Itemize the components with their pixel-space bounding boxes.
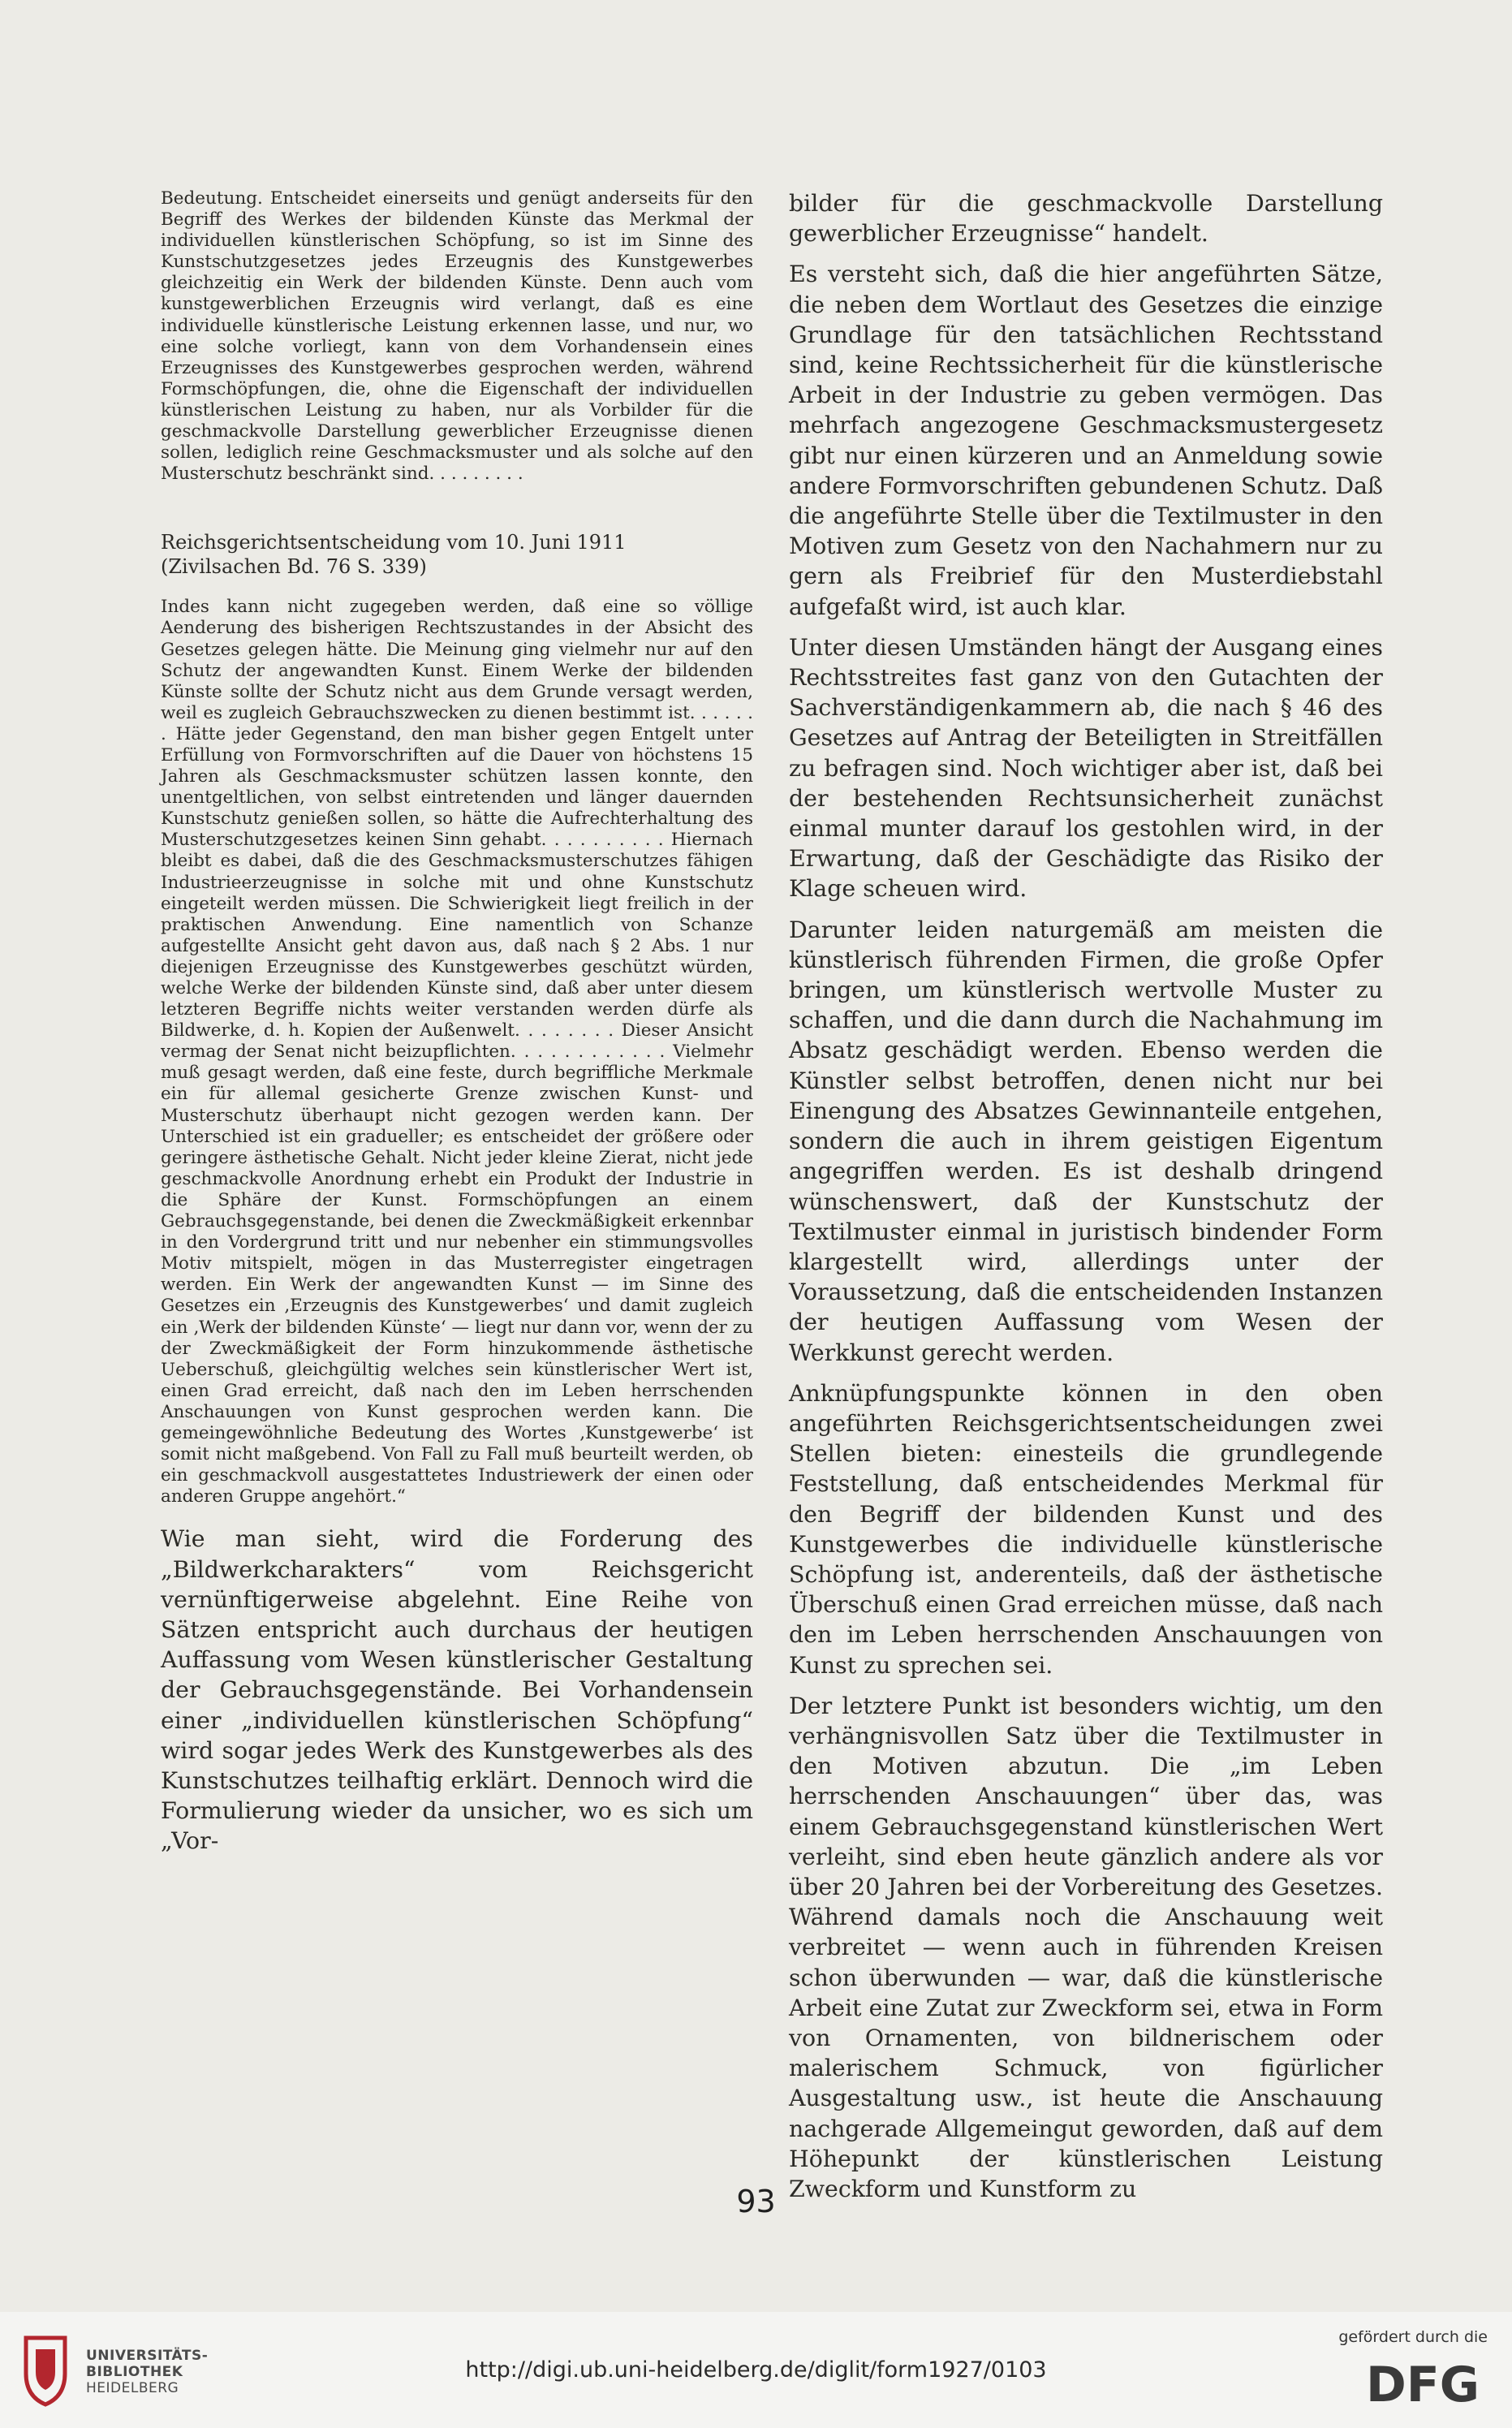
left-body-paragraph: Wie man sieht, wird die Forderung des „Bildwerkcharakters“ vom Reichsgericht vernünftigerweise abgelehnt. Eine Reihe von Sätzen entspricht auch durchaus der heutigen Auffassung vom Wesen künstlerischer Gestaltung der Gebrauchsgegenstände. Bei Vorhandensein einer „individuellen künstlerischen Schöpfung“ wird sogar jedes Werk des Kunstgewerbes als des Kunstschutzes teilhaftig erklärt. Dennoch wird die Formulierung wieder da unsicher, wo es sich um „Vor-: [161, 1525, 753, 1855]
left-quote-paragraph-2: Indes kann nicht zugegeben werden, daß eine so völlige Aenderung des bisherigen Rechtszustandes in der Absicht des Gesetzes gelegen hätte. Die Meinung ging vielmehr nur auf den Schutz der angewandten Kunst. Einem Werke der bildenden Künste sollte der Schutz nicht aus dem Grunde versagt werden, weil es zugleich Gebrauchszwecken zu dienen bestimmt ist. . . . . . . Hätte jeder Gegenstand, den man bisher gegen Entgelt unter Erfüllung von Formvorschriften auf die Dauer von höchstens 15 Jahren als Geschmacksmuster schützen lassen konnte, den unentgeltlichen, von selbst eintretenden und länger dauernden Kunstschutz genießen sollen, so hätte die Aufrechterhaltung des Musterschutzgesetzes keinen Sinn gehabt. . . . . . . . . . Hiernach bleibt es dabei, daß die des Geschmacksmusterschutzes fähigen Industrieerzeugnisse in solche mit und ohne Kunstschutz eingeteilt werden müssen. Die Schwierigkeit liegt freilich in der praktischen Anwendung. Eine namentlich von Schanze aufgestellte Ansicht geht davon aus, daß nach § 2 Abs. 1 nur diejenigen Erzeugnisse des Kunstgewerbes geschützt würden, welche Werke der bildenden Künste sind, daß aber unter diesem letzteren Begriffe nichts weiter verstanden werden dürfe als Bildwerke, d. h. Kopien der Außenwelt. . . . . . . . Dieser Ansicht vermag der Senat nicht beizupflichten. . . . . . . . . . . . Vielmehr muß gesagt werden, daß eine feste, durch begriffliche Merkmale ein für allemal gesicherte Grenze zwischen Kunst- und Musterschutz überhaupt nicht gezogen werden kann. Der Unterschied ist ein gradueller; es entscheidet der größere oder geringere ästhetische Gehalt. Nicht jeder kleine Zierat, nicht jede geschmackvolle Anordnung erhebt ein Produkt der Industrie in die Sphäre der Kunst. Formschöpfungen an einem Gebrauchsgegenstande, bei denen die Zweckmäßigkeit erkennbar in den Vordergrund tritt und nur nebenher ein stimmungsvolles Motiv mitspielt, mögen in das Musterregister eingetragen werden. Ein Werk der angewandten Kunst — im Sinne des Gesetzes ein ‚Erzeugnis des Kunstgewerbes‘ und damit zugleich ein ‚Werk der bildenden Künste‘ — liegt nur dann vor, wenn der zu der Zweckmäßigkeit der Form hinzukommende ästhetische Ueberschuß, gleichgültig welches sein künstlerischer Wert ist, einen Grad erreicht, daß nach den im Leben herrschenden Anschauungen von Kunst gesprochen werden kann. Die gemeingewöhnliche Bedeutung des Wortes ‚Kunstgewerbe‘ ist somit nicht maßgebend. Von Fall zu Fall muß beurteilt werden, ob ein geschmackvoll ausgestattetes Industriewerk der einen oder anderen Gruppe angehört.“: [161, 597, 753, 1507]
citation-line-1: Reichsgerichtsentscheidung vom 10. Juni 1911: [161, 531, 627, 554]
right-paragraph-6: Der letztere Punkt ist besonders wichtig, um den verhängnisvollen Satz über die Textilmuster in den Motiven abzutun. Die „im Leben herrschenden Anschauungen“ über das, was einem Gebrauchsgegenstand künstlerischen Wert verleiht, sind eben heute gänzlich andere als vor über 20 Jahren bei der Vorbereitung des Gesetzes. Während damals noch die Anschauung weit verbreitet — wenn auch in führenden Kreisen schon überwunden — war, daß die künstlerische Arbeit eine Zutat zur Zweckform sei, etwa in Form von Ornamenten, von bildnerischem oder malerischem Schmuck, von figürlicher Ausgestaltung usw., ist heute die Anschauung nachgerade Allgemeingut geworden, daß auf dem Höhepunkt der künstlerischen Leistung Zweckform und Kunstform zu: [789, 1692, 1383, 2202]
citation: [161, 530, 753, 579]
citation-line-2: (Zivilsachen Bd. 76 S. 339): [161, 555, 427, 579]
sponsor-label: gefördert durch die: [1338, 2328, 1488, 2346]
right-paragraph-5: Anknüpfungspunkte können in den oben angeführten Reichsgerichtsentscheidungen zwei Stellen bieten: einesteils die grundlegende Feststellung, daß entscheidendes Merkmal für den Begriff der bildenden Kunst und des Kunstgewerbes die individuelle künstlerische Schöpfung ist, anderenteils, daß der ästhetische Überschuß einen Grad erreichen müsse, daß nach den im Leben herrschenden Anschauungen von Kunst zu sprechen sei.: [789, 1379, 1383, 1679]
right-paragraph-1: bilder für die geschmackvolle Darstellung gewerblicher Erzeugnisse“ handelt.: [789, 190, 1383, 248]
dfg-logo-icon: [1366, 2357, 1488, 2408]
page-number: 93: [736, 2184, 776, 2219]
right-column: [789, 188, 1383, 2215]
institution-line-3: HEIDELBERG: [86, 2380, 179, 2396]
institution-line-2: BIBLIOTHEK: [86, 2364, 183, 2380]
right-paragraph-3: Unter diesen Umständen hängt der Ausgang eines Rechtsstreites fast ganz von den Gutachten der Sachverständigenkammern ab, die nach § 46 des Gesetzes auf Antrag der Beteiligten in Streitfällen zu befragen sind. Noch wichtiger aber ist, daß bei der bestehenden Rechtsunsicherheit zunächst einmal munter darauf los gestohlen wird, in der Erwartung, daß der Geschädigte das Risiko der Klage scheuen wird.: [789, 633, 1383, 903]
left-quote-paragraph-1: Bedeutung. Entscheidet einerseits und genügt anderseits für den Begriff des Werkes der bildenden Künste das Merkmal der individuellen künstlerischen Schöpfung, so ist im Sinne des Kunstschutzgesetzes jedes Erzeugnis des Kunstgewerbes gleichzeitig ein Werk der bildenden Künste. Denn auch vom kunstgewerblichen Erzeugnis wird verlangt, daß es eine individuelle künstlerische Leistung erkennen lasse, und nur, wo eine solche vorliegt, kann von dem Vorhandensein eines Erzeugnisses des Kunstgewerbes gesprochen werden, während Formschöpfungen, die, ohne die Eigenschaft der individuellen künstlerischen Leistung zu haben, nur als Vorbilder für die geschmackvolle Darstellung gewerblicher Erzeugnisse dienen sollen, lediglich reine Geschmacksmuster und als solche auf den Musterschutz beschränkt sind. . . . . . . . .: [161, 188, 753, 485]
institution-line-1: UNIVERSITÄTS-: [86, 2348, 209, 2364]
footer-bar: [0, 2312, 1512, 2428]
left-column: [161, 188, 753, 1867]
permalink-url[interactable]: http://digi.ub.uni-heidelberg.de/diglit/form1927/0103: [465, 2357, 1047, 2383]
right-paragraph-4: Darunter leiden naturgemäß am meisten die künstlerisch führenden Firmen, die große Opfer bringen, um künstlerisch wertvolle Muster zu schaffen, und die dann durch die Nachahmung im Absatz geschädigt werden. Ebenso werden die Künstler selbst betroffen, denen nicht nur bei Einengung des Absatzes Gewinnanteile entgehen, sondern die auch in ihrem geistigen Eigentum angegriffen werden. Es ist deshalb dringend wünschenswert, daß der Kunstschutz der Textilmuster einmal in juristisch bindender Form klargestellt wird, allerdings unter der Voraussetzung, daß die entscheidenden Instanzen der heutigen Auffassung vom Wesen der Werkkunst gerecht werden.: [789, 916, 1383, 1366]
right-paragraph-2: Es versteht sich, daß die hier angeführten Sätze, die neben dem Wortlaut des Gesetzes die einzige Grundlage für den tatsächlichen Rechtsstand sind, keine Rechtssicherheit für die künstlerische Arbeit in der Industrie zu geben vermögen. Das mehrfach angezogene Geschmacksmustergesetz gibt nur einen kürzeren und an Anmeldung sowie andere Formvorschriften gebundenen Schutz. Daß die angeführte Stelle über die Textilmuster in den Motiven zum Gesetz von den Nachahmern nur zu gern als Freibrief für den Musterdiebstahl aufgefaßt wird, ist auch klar.: [789, 261, 1383, 620]
svg-text:DFG: DFG: [1366, 2357, 1480, 2408]
